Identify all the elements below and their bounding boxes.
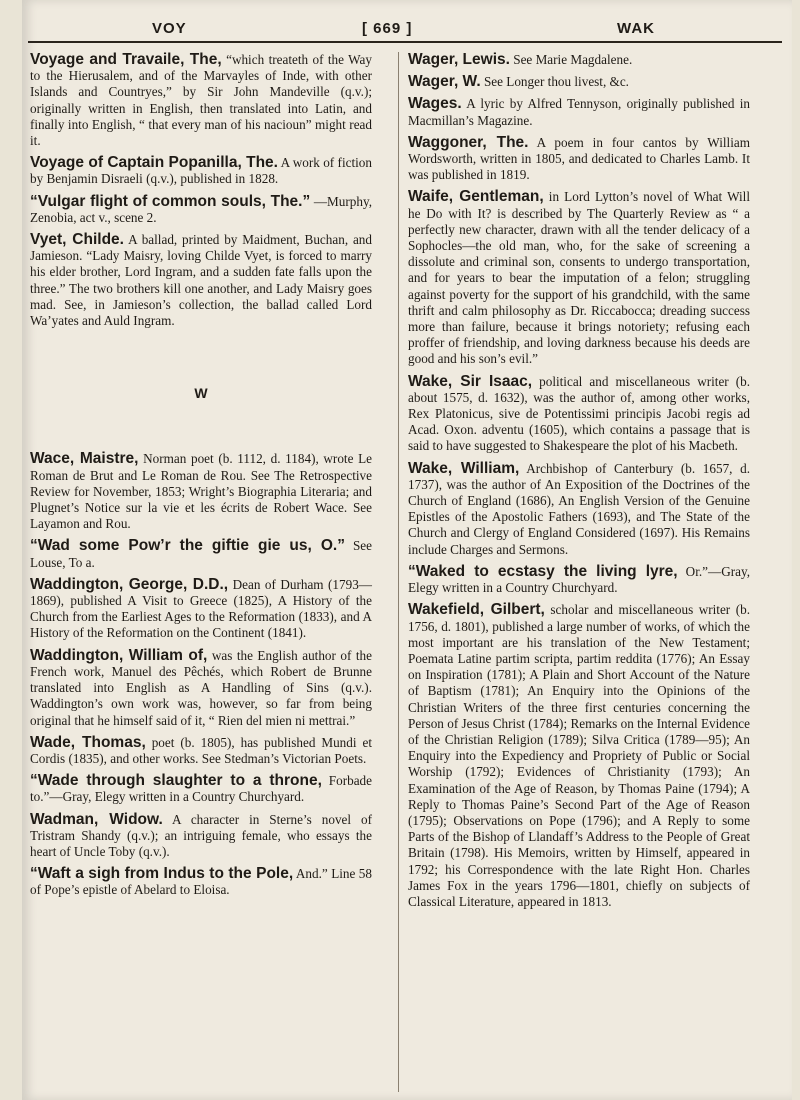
- entry-headword: “Vulgar flight of common souls, The.”: [30, 192, 311, 210]
- entry-text: Norman poet (b. 1112, d. 1184), wrote Le Roman de Brut and Le Roman de Rou. See The Retrospective Review for November, 1853; Wright’s Biographia Literaria; and Plugnet’s Notice sur la vie et les écrits de Robert Wace. See Layamon and Rou.: [30, 451, 372, 532]
- entry-headword: “Wad some Pow’r the giftie gie us, O.”: [30, 537, 345, 555]
- dictionary-entry: [408, 52, 750, 68]
- entry-text: And.” Line 58 of Pope’s epistle of Abelard to Eloisa.: [30, 866, 372, 898]
- entry-text: “which treateth of the Way to the Hierusalem, and of the Marvayles of Inde, with other Islands and Countryes,” by Sir John Mandeville (q.v.); originally written in English, then translated into Latin, and finally into English, “ that every man of his nacioun” might read it.: [30, 52, 372, 149]
- entry-text: See Longer thou livest, &c.: [480, 74, 629, 90]
- entry-text: Or.”—Gray, Elegy written in a Country Churchyard.: [408, 563, 750, 596]
- entry-headword: Wake, William,: [408, 459, 520, 477]
- right-column: [408, 52, 750, 916]
- entry-text: poet (b. 1805), has published Mundi et Cordis (1835), and other works. See Stedman’s Victorian Poets.: [30, 734, 372, 766]
- entry-text: Dean of Durham (1793—1869), published A Visit to Greece (1825), A History of the Church from the Earliest Ages to the Reformation (1833), and A History of the Reformation on the Continent (1841).: [30, 576, 372, 641]
- running-header: [62, 12, 772, 40]
- entry-text: in Lord Lytton’s novel of What Will he Do with It? is described by The Quarterly Review as “ a perfectly new character, drawn with all the tender delicacy of a Sophocles—the old man, who, for the sake of screening a dissolute and criminal son, consents to undergo transportation, and for years to bear the imputation of a felon; struggling against poverty for the support of his grandchild, with the same thrift and calm philosophy as Dr. Riccabocca; dreading success more than failure, because it brings notoriety; refusing each proffer of friendship, and loving darkness because his deeds are good and his son’s evil.”: [408, 189, 750, 367]
- entry-headword: Waddington, William of,: [30, 646, 208, 664]
- entry-headword: “Waked to ecstasy the living lyre,: [408, 562, 678, 580]
- section-letter: W: [194, 385, 208, 402]
- dictionary-entry: [30, 232, 372, 329]
- entry-text: political and miscellaneous writer (b. about 1575, d. 1632), was the author of, among other works, Rex Platonicus, sive de Potentissimi principis Jacobi regis ad Acad. Oxon. adventu (1605), which contains a passage that is said to have suggested to Shakespeare the plot of his Macbeth.: [408, 373, 751, 454]
- entry-headword: Waddington, George, D.D.,: [30, 575, 229, 593]
- dictionary-entry: [30, 194, 372, 226]
- left-column: [30, 52, 372, 905]
- entry-text: was the English author of the French work, Manuel des Pêchés, which Robert de Brunne translated into English as A Handling of Sins (q.v.). Waddington’s own work was, however, so far from being original that he himself said of it, “ Rien del mien ni mettrai.”: [30, 647, 372, 728]
- dictionary-entry: [30, 866, 372, 898]
- dictionary-entry: [30, 812, 372, 861]
- entry-text: A character in Sterne’s novel of Tristram Shandy (q.v.); an intriguing female, who essays the heart of Uncle Toby (q.v.).: [30, 811, 373, 859]
- header-left-guide: VOY: [152, 20, 187, 37]
- dictionary-entry: [30, 538, 372, 570]
- entry-headword: Wakefield, Gilbert,: [408, 601, 545, 619]
- entry-headword: Voyage of Captain Popanilla, The.: [30, 154, 278, 172]
- entry-text: A ballad, printed by Maidment, Buchan, and Jamieson. “Lady Maisry, loving Childe Vyet, is forced to marry his elder brother, Lord Ingram, and a sudden fate falls upon the three.” The two brothers kill one another, and Lady Maisry goes mad. See, in Jamieson’s collection, the ballad called Lord Wa’yates and Auld Ingram.: [30, 232, 372, 329]
- dictionary-entry: [408, 189, 750, 367]
- dictionary-entry: [30, 577, 372, 642]
- entry-headword: Wadman, Widow.: [30, 810, 163, 828]
- dictionary-entry: [408, 135, 750, 184]
- entry-text: A lyric by Alfred Tennyson, originally published in Macmillan’s Magazine.: [408, 96, 750, 128]
- dictionary-entry: [408, 74, 750, 90]
- entry-headword: “Wade through slaughter to a throne,: [30, 772, 322, 790]
- entry-text: scholar and miscellaneous writer (b. 1756, d. 1801), published a large number of works, of which the most important are his translation of the New Testament; Poemata Latine partim scripta, partim reddita (1776); An Essay on Inspiration (1781); A Plain and Short Account of the Nature of Baptism (1781); An Enquiry into the Opinions of the Christian Writers of the three first centuries concerning the Person of Jesus Christ (1784); Remarks on the Internal Evidence of the Christian Religion (1789); Silva Critica (1789—95); An Enquiry into the Expediency and Propriety of Public or Social Worship (1792); Evidences of Christianity (1793); An Examination of the Age of Reason, by Thomas Paine (1794); A Reply to Thomas Paine’s Second Part of the Age of Reason (1795); Observations on Pope (1796); and A Reply to some Parts of the Bishop of Llandaff’s Address to the People of Great Britain (1798). His Memoirs, written by Himself, appeared in 1792; his Correspondence with the late Right Hon. Charles James Fox in the years 1796—1801, chiefly on subjects of Classical Literature, appeared in 1813.: [408, 602, 750, 909]
- dictionary-entry: [30, 773, 372, 805]
- entry-headword: Wace, Maistre,: [30, 450, 139, 468]
- entry-headword: Waife, Gentleman,: [408, 188, 544, 206]
- page-number: [ 669 ]: [362, 20, 413, 37]
- header-right-guide: WAK: [617, 20, 655, 37]
- dictionary-entry: [408, 96, 750, 128]
- entry-text: A poem in four cantos by William Wordsworth, written in 1805, and dedicated to Charles Lamb. It was published in 1819.: [408, 134, 750, 183]
- dictionary-entry: [408, 602, 750, 910]
- entry-text: See Marie Magdalene.: [509, 52, 633, 67]
- dictionary-entry: [408, 374, 750, 455]
- dictionary-entry: [30, 155, 372, 187]
- dictionary-entry: [30, 451, 372, 532]
- dictionary-entry: [30, 648, 372, 729]
- entry-text: —Murphy, Zenobia, act v., scene 2.: [30, 193, 372, 225]
- entry-headword: Vyet, Childe.: [30, 231, 124, 249]
- header-rule: [28, 41, 782, 43]
- entry-text: Forbade to.”—Gray, Elegy written in a Country Churchyard.: [30, 773, 372, 805]
- dictionary-entry: [30, 735, 372, 767]
- column-divider: [398, 52, 399, 1092]
- dictionary-entry: [408, 564, 750, 596]
- entry-headword: Voyage and Travaile, The,: [30, 51, 222, 68]
- entry-headword: Wake, Sir Isaac,: [408, 372, 533, 390]
- dictionary-entry: [408, 461, 750, 558]
- entry-headword: Wager, W.: [408, 73, 481, 91]
- entry-headword: Waggoner, The.: [408, 133, 529, 151]
- entry-headword: Wages.: [408, 95, 462, 113]
- entry-text: See Louse, To a.: [30, 538, 372, 570]
- entry-headword: “Waft a sigh from Indus to the Pole,: [30, 865, 294, 883]
- entry-headword: Wager, Lewis.: [408, 51, 510, 68]
- dictionary-entry: [30, 52, 372, 149]
- entry-text: A work of fiction by Benjamin Disraeli (q.v.), published in 1828.: [30, 155, 372, 187]
- entry-text: Archbishop of Canterbury (b. 1657, d. 1737), was the author of An Exposition of the Doctrines of the Church of England (1686), An English Version of the Genuine Epistles of the Apostolic Fathers (1693), and The State of the Church and Clergy of England Considered (1697). His Remains include Charges and Sermons.: [408, 460, 750, 557]
- entry-headword: Wade, Thomas,: [30, 733, 146, 751]
